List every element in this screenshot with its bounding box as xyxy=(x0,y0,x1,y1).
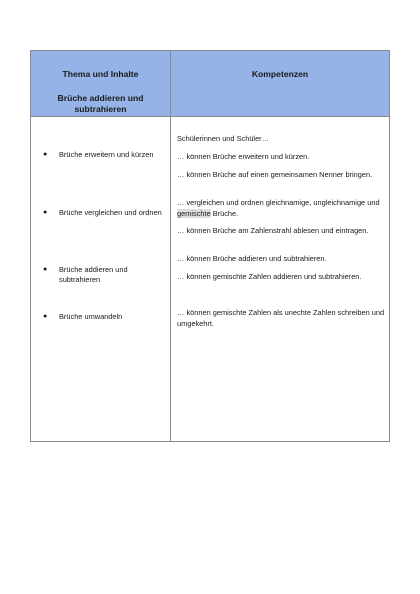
column-divider xyxy=(170,51,171,441)
topic-label: Brüche addieren und subtrahieren xyxy=(59,265,128,284)
topic-label: Brüche erweitern und kürzen xyxy=(59,150,154,159)
topic-label: Brüche vergleichen und ordnen xyxy=(59,208,162,217)
competency-item: … können Brüche erweitern und kürzen. xyxy=(177,152,310,161)
topic-label: Brüche umwandeln xyxy=(59,312,123,321)
competency-intro: Schülerinnen und Schüler… xyxy=(177,134,270,143)
competency-item xyxy=(177,197,385,219)
competency-item: … können gemischte Zahlen als unechte Zahlen schreiben und umgekehrt. xyxy=(177,308,385,328)
bullet-icon: ● xyxy=(43,151,48,158)
table-header xyxy=(31,51,389,117)
curriculum-table xyxy=(30,50,390,442)
competency-text: … vergleichen und ordnen gleichnamige, ungleichnamige und xyxy=(177,198,380,207)
topic-item xyxy=(43,150,168,160)
bullet-icon: ● xyxy=(43,266,48,273)
topic-item xyxy=(43,265,168,285)
competency-item: … können Brüche auf einen gemeinsamen Nenner bringen. xyxy=(177,170,373,179)
highlighted-word: gemischte xyxy=(177,209,211,218)
competency-item: … können Brüche addieren und subtrahieren. xyxy=(177,254,327,263)
topic-item xyxy=(43,208,168,218)
competency-item: … können gemischte Zahlen addieren und subtrahieren. xyxy=(177,272,362,281)
bullet-icon: ● xyxy=(43,313,48,320)
header-topics-subtitle: Brüche addieren und subtrahieren xyxy=(57,93,144,114)
header-topics-title: Thema und Inhalte xyxy=(62,69,139,79)
bullet-icon: ● xyxy=(43,209,48,216)
competency-item: … können Brüche am Zahlenstrahl ablesen und eintragen. xyxy=(177,226,369,235)
header-topics-cell xyxy=(31,51,170,116)
topic-item xyxy=(43,312,168,322)
competency-text: Brüche. xyxy=(210,209,239,218)
header-competencies-title: Kompetenzen xyxy=(251,69,309,79)
